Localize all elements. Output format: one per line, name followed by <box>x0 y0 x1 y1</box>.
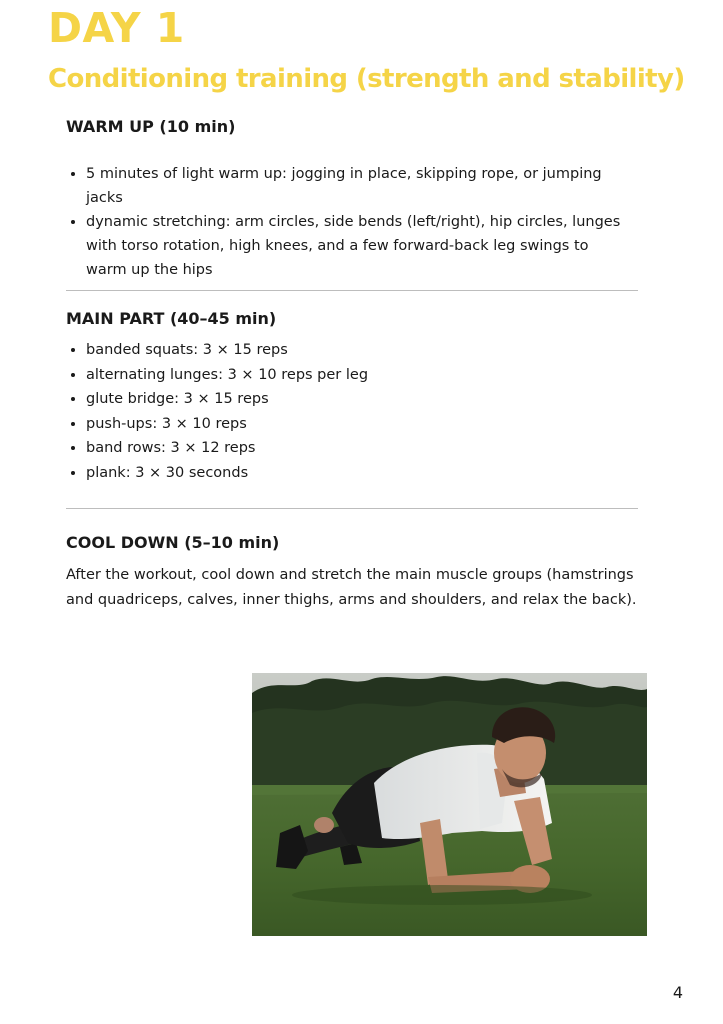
main-part-item: alternating lunges: 3 × 10 reps per leg <box>66 363 626 388</box>
main-part-item: plank: 3 × 30 seconds <box>66 461 626 486</box>
main-part-item: band rows: 3 × 12 reps <box>66 436 626 461</box>
main-part-item: push-ups: 3 × 10 reps <box>66 412 626 437</box>
main-part-item: banded squats: 3 × 15 reps <box>66 338 626 363</box>
cool-down-heading: COOL DOWN (5–10 min) <box>66 533 280 552</box>
cool-down-text: After the workout, cool down and stretch the main muscle groups (hamstrings and quadriceps, calves, inner thighs, arms and shoulders, and relax the back). <box>66 567 637 608</box>
section-divider <box>66 290 638 291</box>
main-part-heading: MAIN PART (40–45 min) <box>66 309 277 328</box>
warm-up-item: dynamic stretching: arm circles, side bends (left/right), hip circles, lunges with torso rotation, high knees, and a few forward-back leg swings to warm up the hips <box>66 210 626 282</box>
main-part-list <box>66 338 626 486</box>
day-title: DAY 1 <box>48 4 185 52</box>
warm-up-list <box>66 162 626 282</box>
warm-up-item: 5 minutes of light warm up: jogging in place, skipping rope, or jumping jacks <box>66 162 626 210</box>
section-divider <box>66 508 638 509</box>
workout-subtitle: Conditioning training (strength and stability) <box>48 64 685 94</box>
page-number: 4 <box>672 983 683 1002</box>
warm-up-heading: WARM UP (10 min) <box>66 117 236 136</box>
main-part-item: glute bridge: 3 × 15 reps <box>66 387 626 412</box>
plank-exercise-photo <box>252 673 647 936</box>
